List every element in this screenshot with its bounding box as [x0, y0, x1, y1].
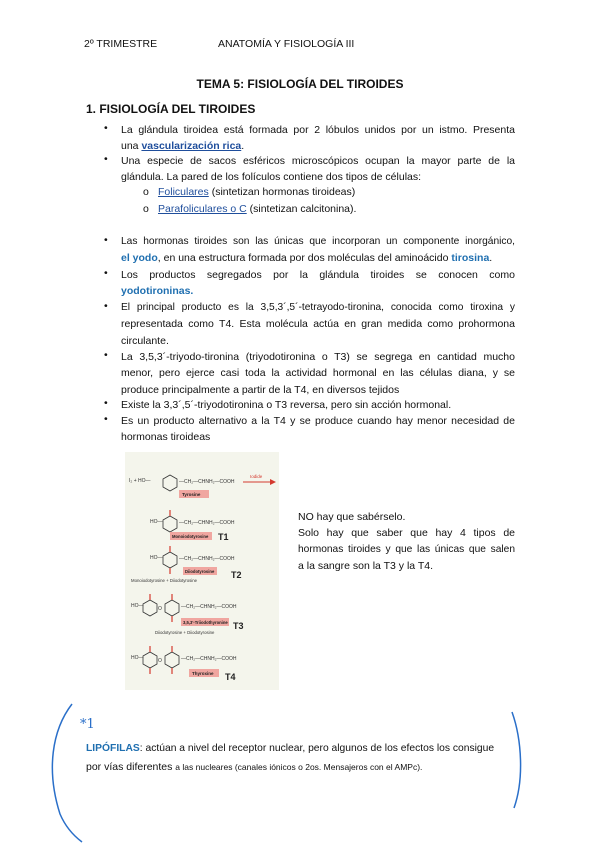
bullet-tiroxina: El principal producto es la 3,5,3´,5´-tetrayodo-tironina, conocida como tiroxina y representada como T4. Esta molécula actúa en gran medida como prohormona circulante.: [121, 302, 515, 347]
name-monoiodotyrosine: Monoiodotyrosine: [172, 534, 209, 539]
sum-label-2: Diiodotyrosine + Diiodotyrosine: [155, 630, 215, 635]
link-foliculares[interactable]: Foliculares: [158, 186, 209, 198]
annotation-mark: *1: [80, 717, 95, 732]
bullet-t3-reversa: Existe la 3,3´,5´-triyodotironina o T3 reversa, pero sin acción hormonal.: [121, 399, 452, 411]
note-line-4: a la sangre son la T3 y la T4.: [298, 559, 434, 572]
bullet-alternativo: Es un producto alternativo a la T4 y se produce cuando hay menor necesidad de hormonas tiroideas: [121, 415, 515, 444]
tyrosine-structure: [129, 474, 275, 498]
note-line-2: Solo hay que saber que hay 4 tipos de: [298, 527, 515, 540]
bullet-marker: •: [104, 349, 108, 361]
tag-t3: T3: [233, 621, 244, 631]
svg-text:HO—: HO—: [131, 603, 144, 609]
monoiodotyrosine-structure: [150, 510, 235, 542]
link-vascularizacion[interactable]: vascularización rica: [141, 140, 242, 153]
svg-text:—CH₂—CHNH₂—COOH: —CH₂—CHNH₂—COOH: [179, 520, 235, 526]
side-chain: —CH₂—CHNH₂—COOH: [179, 479, 235, 485]
sub-item-parafoliculares: Parafoliculares o C (sintetizan calcitonina).: [158, 203, 357, 215]
iodothyronine-figure: [125, 452, 279, 690]
iodothyronine-diagram: [125, 452, 279, 690]
name-triiodothyronine: 3,5,3'-Triiodothyronine: [183, 620, 228, 625]
tag-t1: T1: [218, 532, 229, 542]
thyroxine-structure: [131, 646, 237, 682]
svg-text:O: O: [158, 658, 162, 664]
lipofilas-note: LIPÓFILAS: actúan a nivel del receptor nuclear, pero algunos de los efectos los consigue por vías diferentes a las nucleares (canales iónicos o 2os. Mensajeros con el AMPc).: [86, 743, 495, 773]
triiodothyronine-structure: [131, 594, 244, 635]
bullet-marker: •: [104, 300, 108, 312]
header-subject: ANATOMÍA Y FISIOLOGÍA III: [218, 38, 355, 50]
note-line-1: NO hay que sabérselo.: [298, 511, 406, 523]
diiodotyrosine-structure: [131, 546, 242, 583]
sub-item-foliculares: Foliculares (sintetizan hormonas tiroideas): [158, 186, 356, 198]
iodide-label: Iodide: [250, 474, 263, 479]
tag-t4: T4: [225, 672, 236, 682]
bullet-triyodotironina: La 3,5,3´-triyodo-tironina (triyodotironina o T3) se segrega en cantidad mucho menor, pero ejerce casi toda la actividad hormonal en las células diana, y se produce principalmente a partir de la T4, en diversos tejidos: [121, 351, 515, 396]
document-title: TEMA 5: FISIOLOGÍA DEL TIROIDES: [196, 77, 404, 91]
sub-marker: o: [143, 203, 149, 215]
sum-label-1: Monoiodotyrosine + Diiodotyrosine: [131, 578, 198, 583]
bullet-marker: •: [104, 267, 108, 279]
bullet-marker: •: [104, 413, 108, 425]
name-thyroxine: Thyroxine: [192, 671, 214, 676]
sub-marker: o: [143, 186, 149, 198]
side-note: [298, 509, 515, 574]
reagent-label: I₂ + HO—: [129, 478, 151, 484]
bullet-marker: •: [104, 397, 108, 409]
bullet-marker: •: [104, 234, 108, 246]
note-line-3: hormonas tiroides y que las únicas que salen: [298, 543, 515, 555]
header-trimester: 2º TRIMESTRE: [84, 38, 158, 50]
svg-text:—CH₂—CHNH₂—COOH: —CH₂—CHNH₂—COOH: [179, 556, 235, 562]
link-parafoliculares[interactable]: Parafoliculares o C: [158, 203, 247, 215]
bullet-yodotironinas: Los productos segregados por la glándula tiroides se conocen como yodotironinas.: [121, 269, 515, 298]
bullet-sacos: Una especie de sacos esféricos microscópicos ocupan la mayor parte de la glándula. La pared de los folículos contiene dos tipos de células:: [121, 155, 515, 184]
bullet-yodo: Las hormonas tiroides son las únicas que incorporan un componente inorgánico, el yodo, en una estructura formada por dos moléculas del aminoácido tirosina.: [121, 236, 515, 265]
name-tyrosine: Tyrosine: [182, 492, 201, 497]
lipofilas-label: LIPÓFILAS: [86, 743, 140, 754]
svg-text:—CH₂—CHNH₂—COOH: —CH₂—CHNH₂—COOH: [181, 604, 237, 610]
svg-text:O: O: [158, 606, 162, 612]
bullet-marker: •: [104, 122, 108, 134]
svg-text:HO—: HO—: [150, 555, 163, 561]
bullet-glandula: La glándula tiroidea está formada por 2 lóbulos unidos por un istmo. Presenta una vascularización rica.: [121, 124, 515, 153]
svg-text:—CH₂—CHNH₂—COOH: —CH₂—CHNH₂—COOH: [181, 656, 237, 662]
svg-text:HO—: HO—: [131, 655, 144, 661]
section-heading: 1. FISIOLOGÍA DEL TIROIDES: [86, 102, 256, 116]
name-diiodotyrosine: Diiodotyrosine: [185, 569, 215, 574]
tag-t2: T2: [231, 570, 242, 580]
svg-text:HO—: HO—: [150, 519, 163, 525]
bullet-marker: •: [104, 153, 108, 165]
